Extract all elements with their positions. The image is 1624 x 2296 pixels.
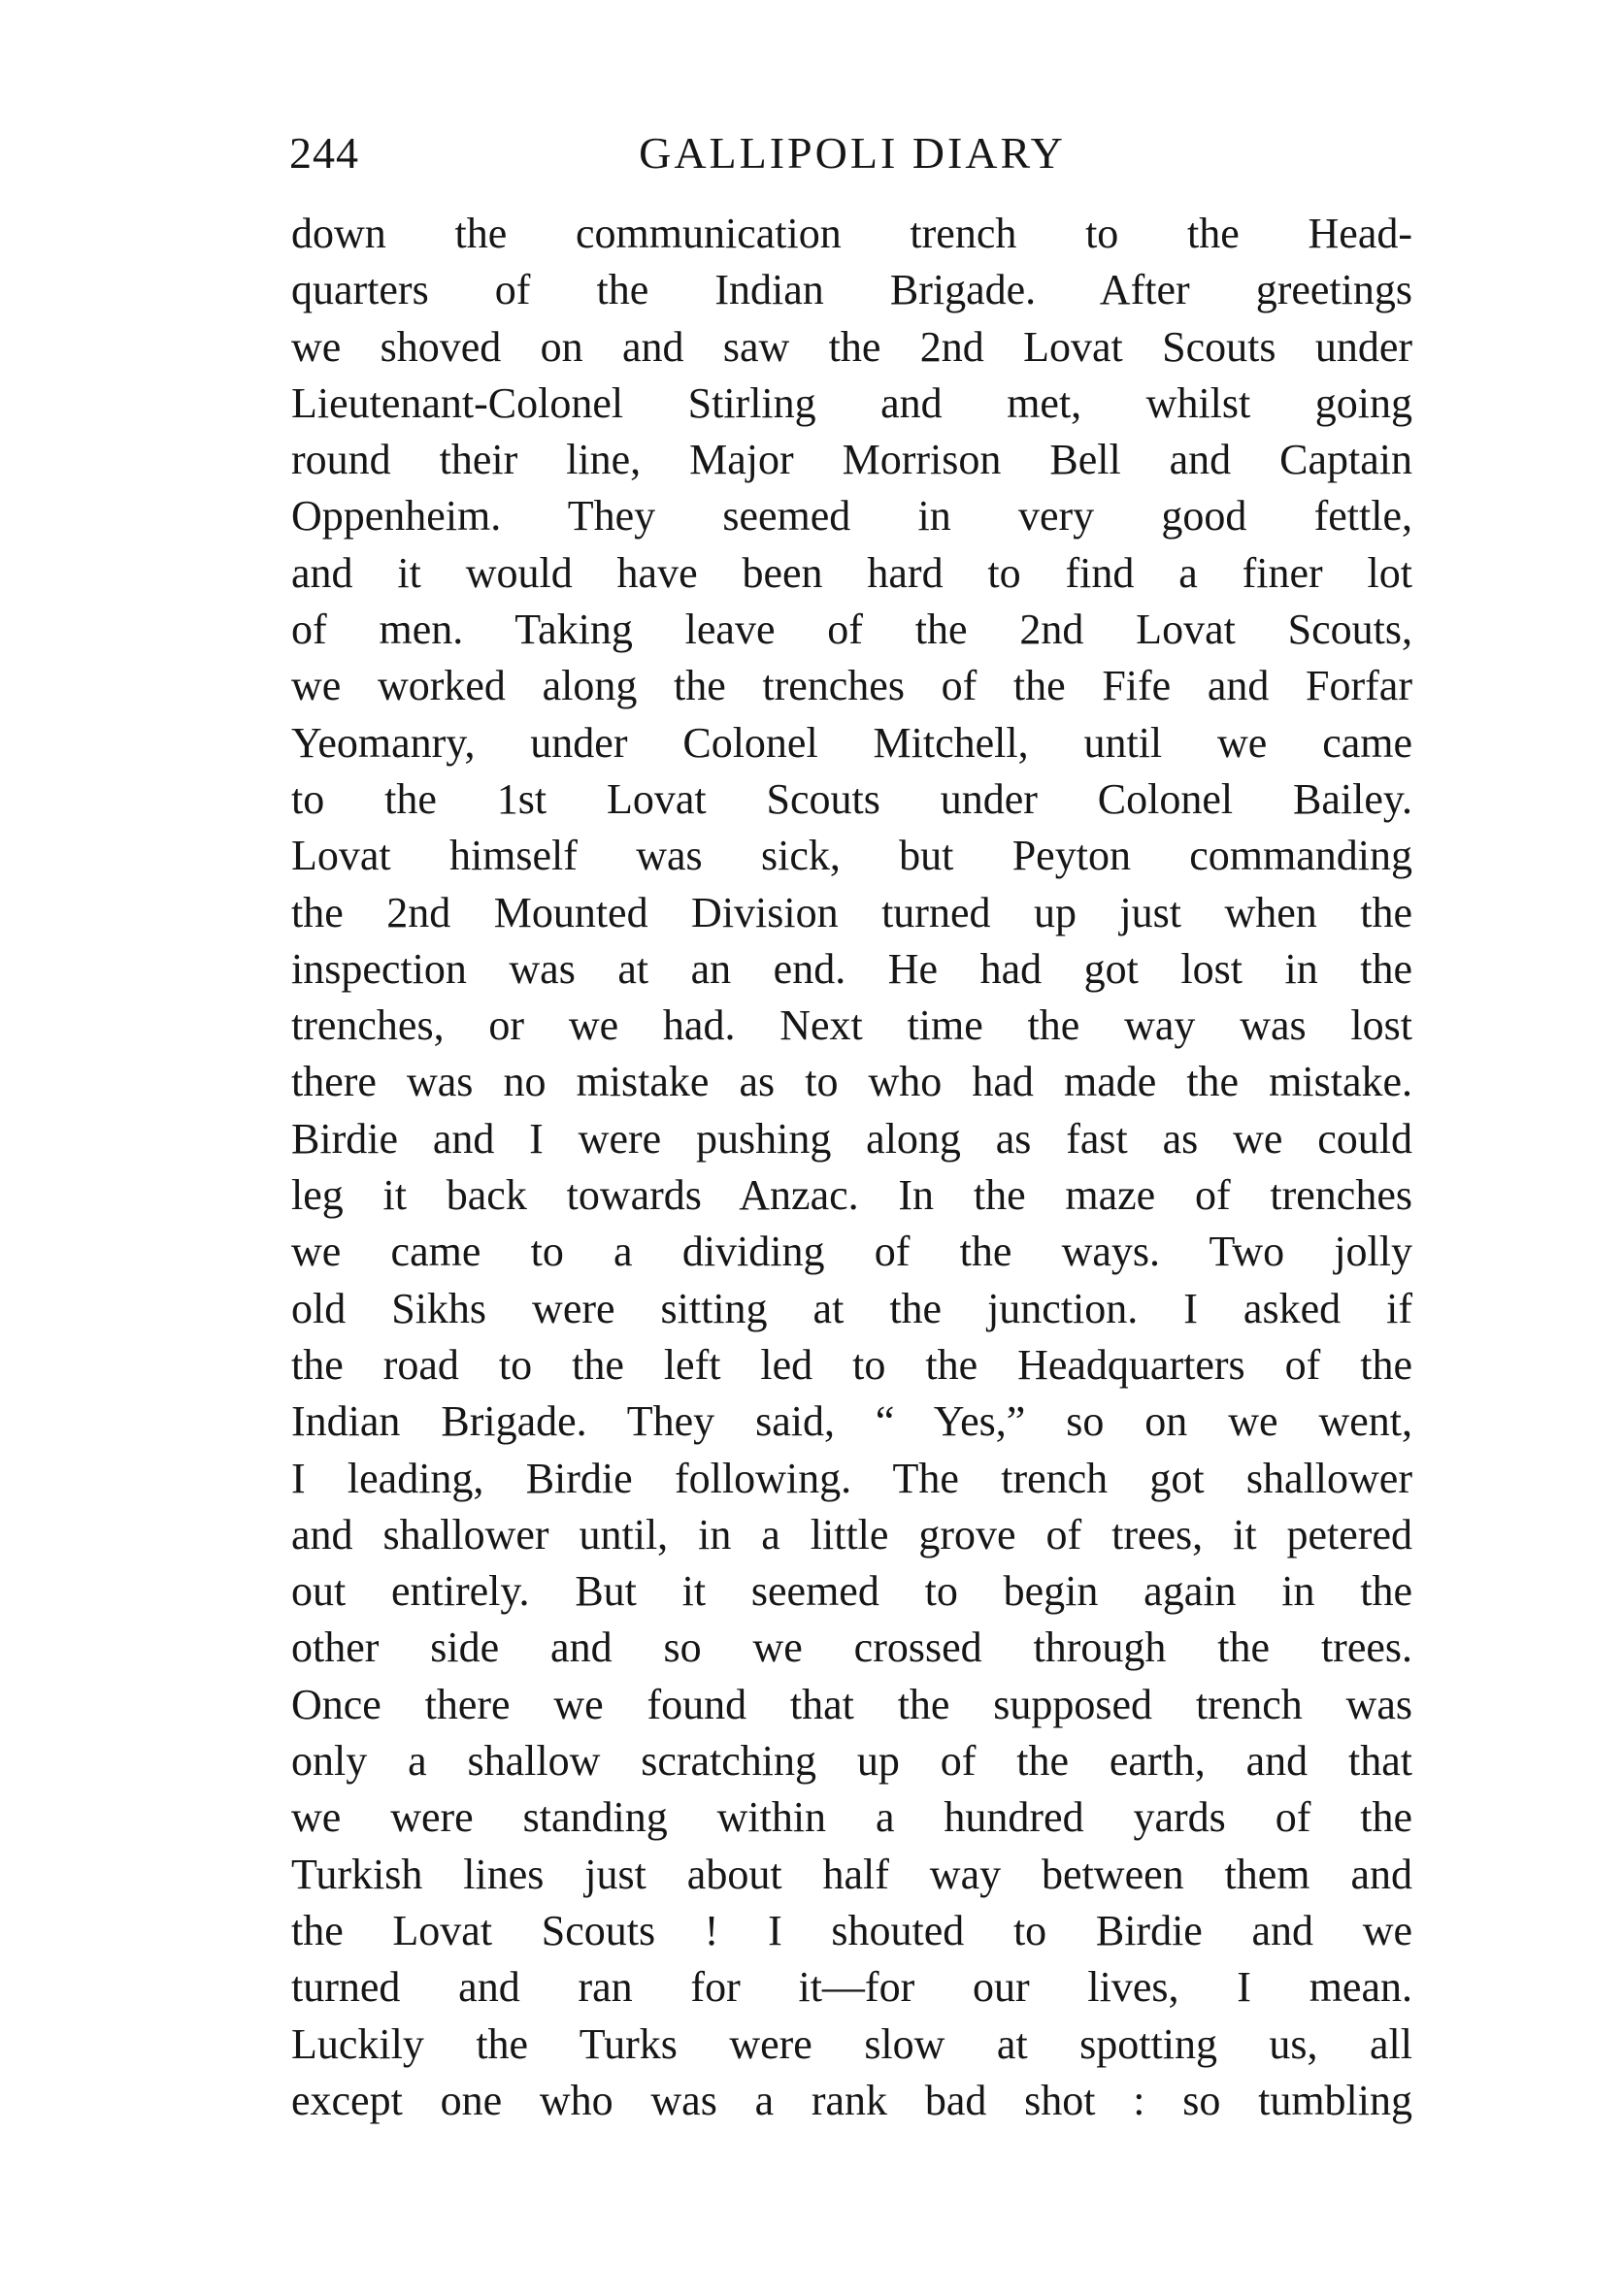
text-line: quarters of the Indian Brigade. After greetings — [291, 266, 1412, 314]
running-head: GALLIPOLI DIARY — [639, 128, 1066, 178]
text-line: and shallower until, in a little grove of trees, it petered — [291, 1510, 1412, 1558]
text-line: Oppenheim. They seemed in very good fettle, — [291, 492, 1412, 541]
text-line: Turkish lines just about half way between them and — [291, 1850, 1412, 1898]
text-line: trenches, or we had. Next time the way was lost — [291, 1001, 1412, 1050]
text-line: to the 1st Lovat Scouts under Colonel Bailey. — [291, 774, 1412, 823]
text-line: we worked along the trenches of the Fife and Forfar — [291, 662, 1412, 710]
text-line: only a shallow scratching up of the earth, and that — [291, 1737, 1412, 1786]
body-text — [291, 206, 1412, 2129]
text-line: Lovat himself was sick, but Peyton commanding — [291, 832, 1412, 880]
text-line: the road to the left led to the Headquarters of the — [291, 1340, 1412, 1389]
text-line: I leading, Birdie following. The trench got shallower — [291, 1454, 1412, 1502]
text-line: and it would have been hard to find a finer lot — [291, 548, 1412, 597]
text-line: we came to a dividing of the ways. Two jolly — [291, 1228, 1412, 1276]
text-line: we were standing within a hundred yards of the — [291, 1793, 1412, 1842]
text-line: of men. Taking leave of the 2nd Lovat Scouts, — [291, 606, 1412, 654]
text-line: Lieutenant-Colonel Stirling and met, whilst going — [291, 378, 1412, 427]
text-line: Luckily the Turks were slow at spotting us, all — [291, 2019, 1412, 2068]
text-line: other side and so we crossed through the trees. — [291, 1624, 1412, 1672]
text-line: we shoved on and saw the 2nd Lovat Scouts under — [291, 322, 1412, 371]
text-line: Birdie and I were pushing along as fast as we could — [291, 1114, 1412, 1163]
page-number: 244 — [289, 128, 359, 178]
text-line: leg it back towards Anzac. In the maze of trenches — [291, 1171, 1412, 1220]
text-line: down the communication trench to the Head- — [291, 210, 1412, 257]
text-line: turned and ran for it—for our lives, I mean. — [291, 1963, 1412, 2012]
text-line: out entirely. But it seemed to begin again in the — [291, 1567, 1412, 1616]
text-line: round their line, Major Morrison Bell and Captain — [291, 436, 1412, 484]
text-line: there was no mistake as to who had made the mistake. — [291, 1058, 1412, 1106]
text-line: Once there we found that the supposed trench was — [291, 1680, 1412, 1728]
text-line: the 2nd Mounted Division turned up just when the — [291, 888, 1412, 936]
text-line: Indian Brigade. They said, “ Yes,” so on we went, — [291, 1397, 1412, 1446]
page-header — [289, 124, 1415, 182]
text-line: inspection was at an end. He had got lost in the — [291, 944, 1412, 993]
text-line: the Lovat Scouts ! I shouted to Birdie and we — [291, 1906, 1412, 1954]
text-line: except one who was a rank bad shot : so tumbling — [291, 2076, 1412, 2124]
text-line: Yeomanry, under Colonel Mitchell, until we came — [291, 718, 1412, 767]
text-line: old Sikhs were sitting at the junction. I asked if — [291, 1284, 1412, 1332]
